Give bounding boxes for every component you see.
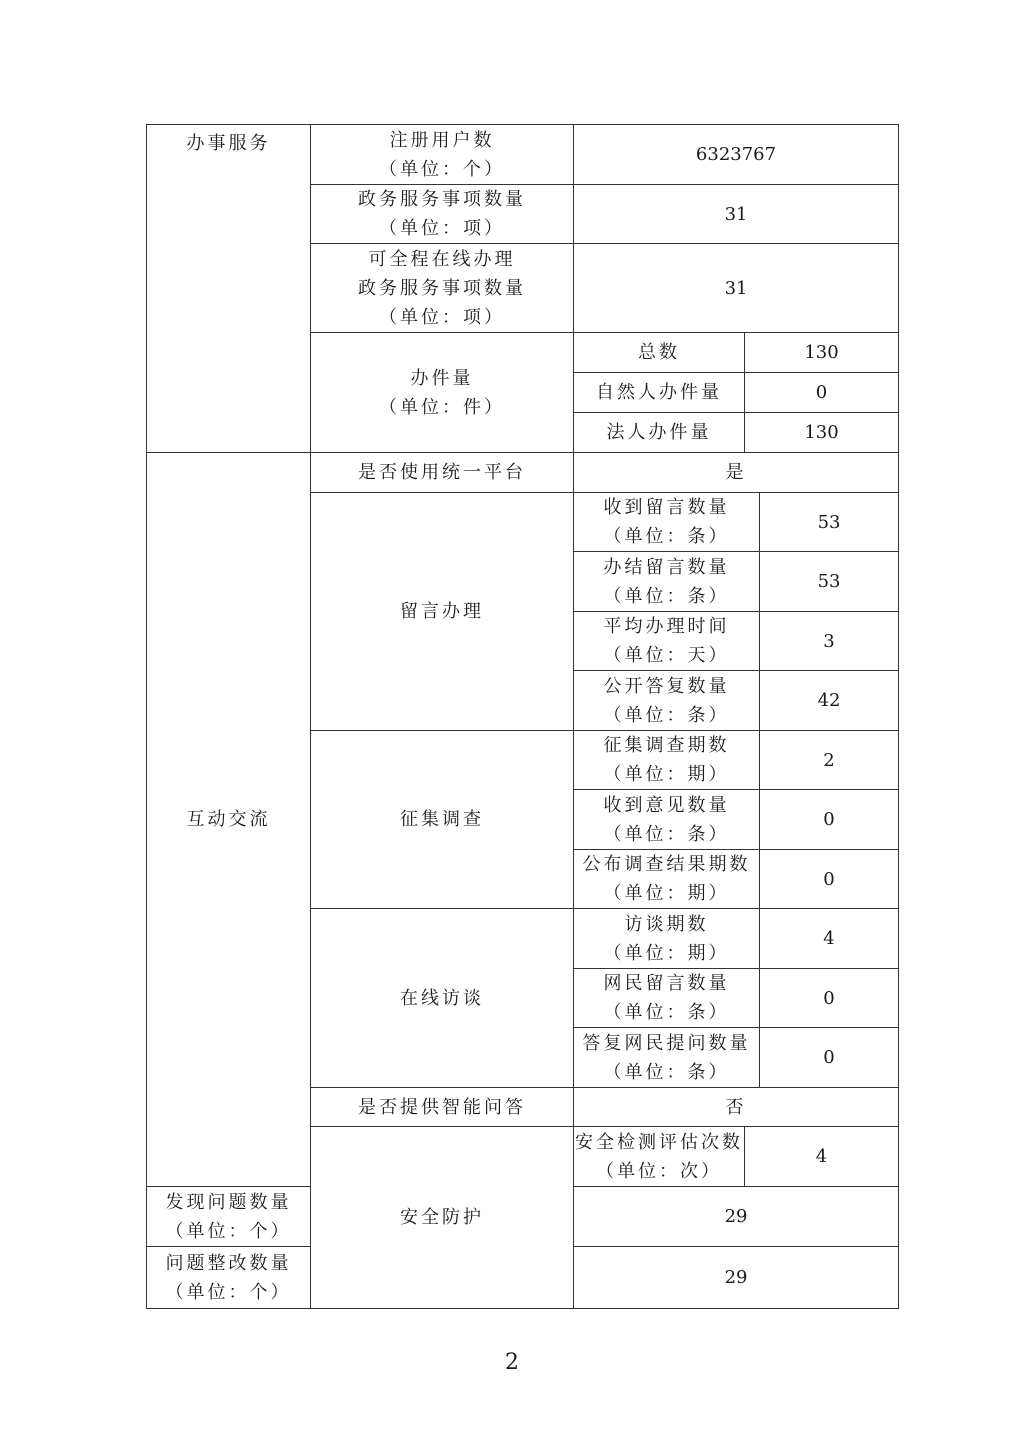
messages-group-label: 留言办理 — [311, 493, 574, 731]
cases-total-value: 130 — [745, 333, 899, 373]
online-items-value: 31 — [574, 244, 899, 333]
messages-done-value: 53 — [760, 552, 899, 612]
survey-periods-label: 征集调查期数 （单位：期） — [574, 731, 760, 790]
unified-platform-value: 是 — [574, 453, 899, 493]
section-security: 安全防护 — [311, 1127, 574, 1309]
security-found-value: 29 — [574, 1187, 899, 1247]
registered-users-value: 6323767 — [574, 125, 899, 185]
service-items-label: 政务服务事项数量 （单位：项） — [311, 185, 574, 244]
smart-qa-value: 否 — [574, 1088, 899, 1127]
interview-periods-label: 访谈期数 （单位：期） — [574, 909, 760, 969]
messages-avg-time-value: 3 — [760, 612, 899, 671]
messages-received-label: 收到留言数量 （单位：条） — [574, 493, 760, 552]
statistics-table — [146, 124, 899, 1309]
security-found-label: 发现问题数量 （单位：个） — [147, 1187, 311, 1247]
survey-results-value: 0 — [760, 850, 899, 909]
survey-periods-value: 2 — [760, 731, 899, 790]
interview-netizen-msgs-label: 网民留言数量 （单位：条） — [574, 969, 760, 1028]
security-checks-value: 4 — [745, 1127, 899, 1187]
section-service: 办事服务 — [147, 125, 311, 453]
messages-done-label: 办结留言数量 （单位：条） — [574, 552, 760, 612]
security-fixed-value: 29 — [574, 1247, 899, 1309]
messages-received-value: 53 — [760, 493, 899, 552]
survey-group-label: 征集调查 — [311, 731, 574, 909]
messages-avg-time-label: 平均办理时间 （单位：天） — [574, 612, 760, 671]
interview-periods-value: 4 — [760, 909, 899, 969]
survey-opinions-label: 收到意见数量 （单位：条） — [574, 790, 760, 850]
interview-answers-label: 答复网民提问数量 （单位：条） — [574, 1028, 760, 1088]
smart-qa-label: 是否提供智能问答 — [311, 1088, 574, 1127]
security-fixed-label: 问题整改数量 （单位：个） — [147, 1247, 311, 1309]
cases-natural-label: 自然人办件量 — [574, 373, 745, 413]
service-items-value: 31 — [574, 185, 899, 244]
cases-legal-value: 130 — [745, 413, 899, 453]
table-row — [147, 125, 899, 185]
section-interaction: 互动交流 — [147, 453, 311, 1187]
messages-public-reply-value: 42 — [760, 671, 899, 731]
survey-opinions-value: 0 — [760, 790, 899, 850]
registered-users-label: 注册用户数 （单位：个） — [311, 125, 574, 185]
interview-answers-value: 0 — [760, 1028, 899, 1088]
cases-total-label: 总数 — [574, 333, 745, 373]
survey-results-label: 公布调查结果期数 （单位：期） — [574, 850, 760, 909]
messages-public-reply-label: 公开答复数量 （单位：条） — [574, 671, 760, 731]
cases-legal-label: 法人办件量 — [574, 413, 745, 453]
interview-group-label: 在线访谈 — [311, 909, 574, 1088]
security-checks-label: 安全检测评估次数 （单位：次） — [574, 1127, 745, 1187]
online-items-label: 可全程在线办理 政务服务事项数量 （单位：项） — [311, 244, 574, 333]
table-row — [147, 453, 899, 493]
cases-label: 办件量 （单位：件） — [311, 333, 574, 453]
page-number: 2 — [505, 1350, 519, 1375]
interview-netizen-msgs-value: 0 — [760, 969, 899, 1028]
unified-platform-label: 是否使用统一平台 — [311, 453, 574, 493]
cases-natural-value: 0 — [745, 373, 899, 413]
